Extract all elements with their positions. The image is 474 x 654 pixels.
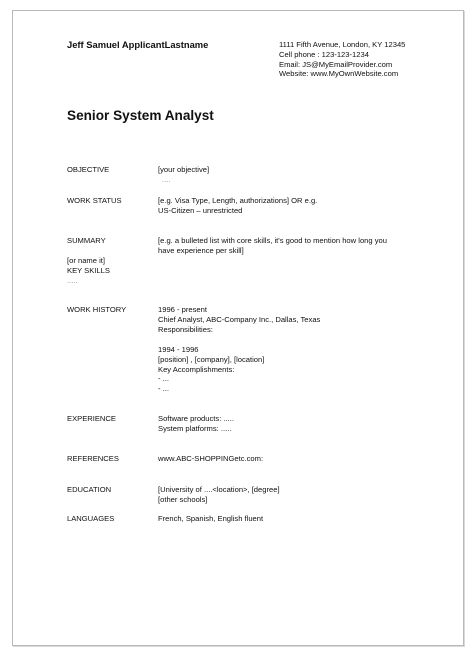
languages-line: French, Spanish, English fluent <box>158 514 264 523</box>
contact-email: Email: JS@MyEmailProvider.com <box>279 59 393 69</box>
contact-address: 1111 Fifth Avenue, London, KY 12345 <box>279 40 406 49</box>
contact-phone: Cell phone : 123-123-1234 <box>279 49 369 59</box>
work-history-line: 1996 - present <box>158 305 207 314</box>
work-history-line: Chief Analyst, ABC-Company Inc., Dallas, Texas <box>158 314 321 324</box>
education-line: [other schools] <box>158 494 208 504</box>
work-history-line: 1994 - 1996 <box>158 345 199 354</box>
applicant-name: Jeff Samuel ApplicantLastname <box>67 39 209 50</box>
work-history-label: WORK HISTORY <box>67 305 127 314</box>
work-history-block-previous <box>158 345 264 394</box>
work-status-label: WORK STATUS <box>67 196 122 205</box>
experience-line: Software products: ..... <box>158 414 234 423</box>
key-skills-label: KEY SKILLS <box>67 265 110 275</box>
summary-value <box>158 236 387 256</box>
experience-label: EXPERIENCE <box>67 414 116 423</box>
references-label: REFERENCES <box>67 454 119 463</box>
contact-website: Website: www.MyOwnWebsite.com <box>279 69 399 79</box>
work-history-line: Key Accomplishments: <box>158 364 235 374</box>
education-value <box>158 485 280 505</box>
objective-line: .... <box>162 174 171 184</box>
references-value <box>158 454 263 464</box>
experience-value <box>158 414 234 434</box>
work-status-value <box>158 196 317 216</box>
work-history-line: Responsibilities: <box>158 324 213 334</box>
work-status-line: US-Citizen – unrestricted <box>158 205 243 215</box>
contact-block <box>279 40 405 79</box>
key-skills-placeholder: ..... <box>67 275 78 285</box>
summary-line: [e.g. a bulleted list with core skills, it's good to mention how long you <box>158 236 387 245</box>
languages-value <box>158 514 263 524</box>
education-line: [University of ....<location>, [degree] <box>158 485 280 494</box>
languages-label: LANGUAGES <box>67 514 115 523</box>
or-name-it-label: [or name it] <box>67 256 105 265</box>
references-line: www.ABC-SHOPPINGetc.com: <box>158 454 264 463</box>
objective-value <box>158 165 209 185</box>
work-status-line: [e.g. Visa Type, Length, authorizations] OR e.g. <box>158 196 318 205</box>
objective-line: [your objective] <box>158 165 210 174</box>
education-label: EDUCATION <box>67 485 112 494</box>
summary-label: SUMMARY <box>67 236 106 245</box>
summary-line: have experience per skill] <box>158 245 244 255</box>
work-history-block-current <box>158 305 320 334</box>
objective-label: OBJECTIVE <box>67 165 110 174</box>
resume-title: Senior System Analyst <box>67 108 214 123</box>
key-skills-labels <box>67 256 110 285</box>
work-history-line: - ... <box>158 374 169 384</box>
resume-page <box>12 10 464 646</box>
work-history-line: - ... <box>158 384 169 394</box>
experience-line: System platforms: ..... <box>158 423 232 433</box>
work-history-line: [position] , [company], [location] <box>158 354 265 364</box>
